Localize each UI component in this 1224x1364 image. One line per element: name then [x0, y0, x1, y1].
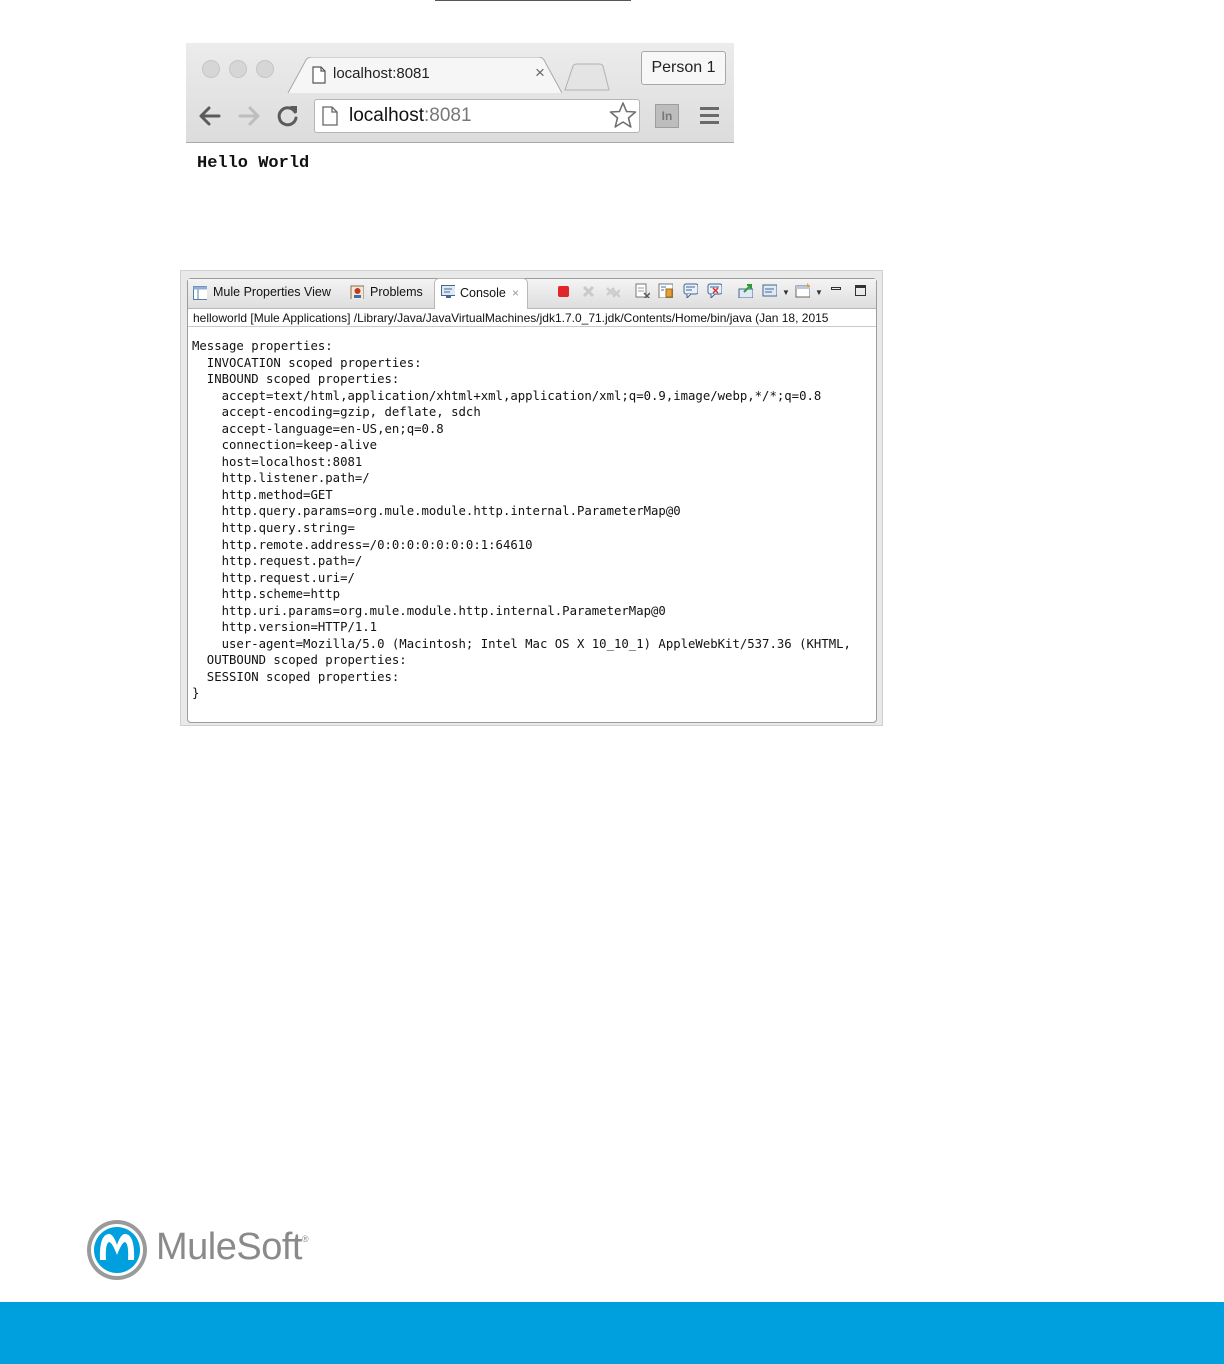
console-line: accept=text/html,application/xhtml+xml,application/xml;q=0.9,image/webp,*/*;q=0.8: [192, 388, 822, 403]
console-line: http.request.uri=/: [192, 570, 355, 585]
tab-problems[interactable]: Problems: [370, 285, 423, 299]
launch-info-text: helloworld [Mule Applications] /Library/Java/JavaVirtualMachines/jdk1.7.0_71.jdk/Contents/Home/bin/java (Jan 18, 2015: [193, 311, 829, 325]
mulesoft-logo-icon: [86, 1219, 148, 1281]
console-line: accept-language=en-US,en;q=0.8: [192, 421, 444, 436]
footer-bar: [0, 1302, 1224, 1364]
console-line: http.query.string=: [192, 521, 355, 536]
back-arrow-icon[interactable]: [198, 104, 222, 128]
console-line: http.uri.params=org.mule.module.http.internal.ParameterMap@0: [192, 603, 666, 618]
tab-mule-properties-view[interactable]: Mule Properties View: [213, 285, 331, 299]
page-content-text: Hello World: [197, 154, 310, 173]
page-icon: [312, 66, 326, 84]
console-line: connection=keep-alive: [192, 438, 378, 453]
open-console-dropdown-icon[interactable]: ▼: [815, 288, 823, 297]
minimize-view-icon[interactable]: [831, 287, 841, 290]
bookmark-star-icon[interactable]: [609, 101, 637, 129]
console-line: user-agent=Mozilla/5.0 (Macintosh; Intel Mac OS X 10_10_1) AppleWebKit/537.36 (KHTML,: [192, 636, 851, 651]
console-line: http.method=GET: [192, 487, 333, 502]
reload-icon[interactable]: [276, 104, 300, 128]
profile-button[interactable]: Person 1: [641, 51, 726, 85]
remove-all-terminated-icon[interactable]: [605, 284, 620, 299]
tab-title: localhost:8081: [333, 65, 430, 82]
console-line: SESSION scoped properties:: [192, 669, 400, 684]
pin-console-icon[interactable]: [738, 283, 753, 298]
console-line: Message properties:: [192, 339, 333, 353]
console-line: OUTBOUND scoped properties:: [192, 653, 407, 668]
close-window-button[interactable]: [202, 60, 220, 78]
tab-console-label: Console: [460, 286, 506, 300]
remove-launch-icon[interactable]: [581, 284, 596, 299]
display-selected-console-icon[interactable]: [762, 283, 777, 298]
tab-close-icon[interactable]: ×: [512, 286, 520, 300]
console-line: http.version=HTTP/1.1: [192, 620, 378, 635]
terminate-icon[interactable]: [557, 285, 572, 300]
show-console-on-output-icon[interactable]: [683, 283, 698, 298]
address-text: localhost:8081: [349, 105, 472, 126]
console-line: http.remote.address=/0:0:0:0:0:0:0:1:64610: [192, 537, 533, 552]
console-output[interactable]: [192, 338, 875, 702]
scroll-lock-icon[interactable]: [658, 283, 673, 298]
top-divider: [435, 0, 631, 1]
display-console-dropdown-icon[interactable]: ▼: [782, 288, 790, 297]
zoom-window-button[interactable]: [256, 60, 274, 78]
console-line: accept-encoding=gzip, deflate, sdch: [192, 405, 481, 420]
menu-icon[interactable]: [700, 107, 719, 128]
minimize-window-button[interactable]: [229, 60, 247, 78]
properties-view-icon: [193, 286, 207, 300]
maximize-view-icon[interactable]: [855, 285, 866, 296]
console-line: host=localhost:8081: [192, 454, 363, 469]
console-icon: [441, 285, 455, 299]
forward-arrow-icon[interactable]: [237, 104, 261, 128]
console-line: INVOCATION scoped properties:: [192, 355, 422, 370]
linkedin-extension-icon[interactable]: In: [655, 104, 679, 128]
show-console-on-error-icon[interactable]: [707, 283, 722, 298]
problems-icon: [350, 285, 364, 299]
console-line: http.query.params=org.mule.module.http.internal.ParameterMap@0: [192, 504, 681, 519]
new-tab-button[interactable]: [563, 63, 611, 91]
tab-close-icon[interactable]: ×: [535, 63, 545, 82]
console-line: http.listener.path=/: [192, 471, 370, 486]
console-line: http.request.path=/: [192, 554, 363, 569]
console-line: }: [192, 686, 200, 701]
open-console-icon[interactable]: [795, 283, 810, 298]
console-line: INBOUND scoped properties:: [192, 372, 400, 387]
clear-console-icon[interactable]: [635, 283, 650, 298]
console-line: http.scheme=http: [192, 587, 341, 602]
page-icon: [322, 106, 338, 126]
mulesoft-wordmark: MuleSoft®: [156, 1226, 309, 1268]
